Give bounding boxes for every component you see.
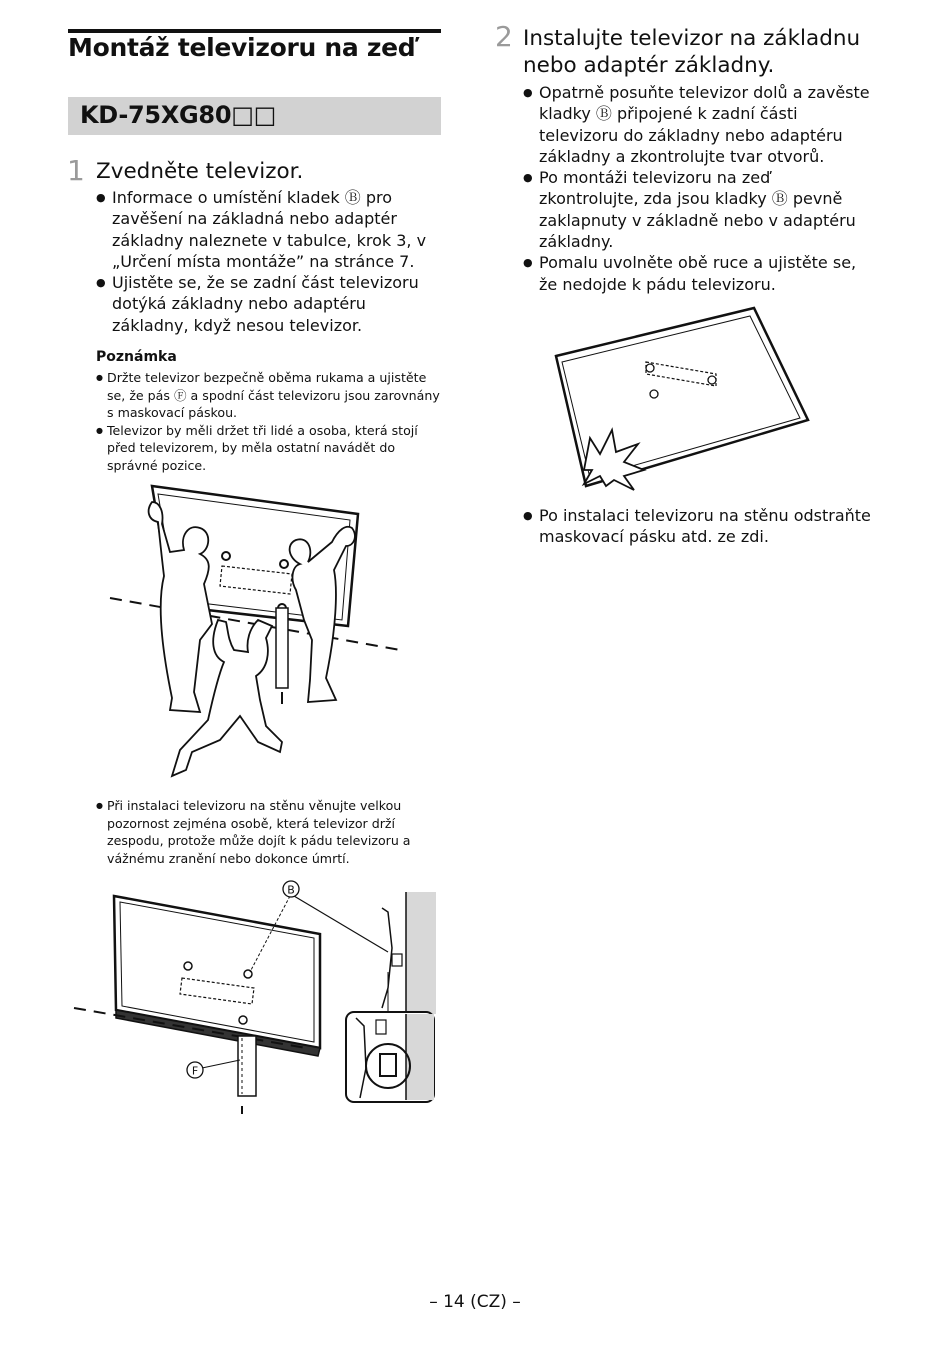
step-1-bullet: ● Informace o umístění kladek Ⓑ pro zavěšení na základná nebo adaptér základny naleznete v tabulce, krok 3, v „Určení místa montáže” na stránce 7. <box>96 187 436 272</box>
step-2-bullet: ● Po montáži televizoru na zeď zkontrolujte, zda jsou kladky Ⓑ pevně zaklapnuty v základně nebo v adaptéru základny. <box>523 167 873 252</box>
page-number: – 14 (CZ) – <box>429 1292 521 1312</box>
model-name: KD-75XG80□□ <box>80 101 276 129</box>
step-2-title: Instalujte televizor na základnu nebo adaptér základny. <box>523 26 861 78</box>
callout-f: F <box>191 1064 199 1078</box>
lifting-illustration <box>100 480 400 790</box>
after-install-item: ● Po instalaci televizoru na stěnu odstraňte maskovací pásku atd. ze zdi. <box>523 505 873 548</box>
step-2-number: 2 <box>495 20 513 53</box>
step-2-bullet: ● Opatrně posuňte televizor dolů a zavěste kladky Ⓑ připojené k zadní části televizoru do základny nebo adaptéru základny a zkontrolujte tvar otvorů. <box>523 82 873 167</box>
step-1-number: 1 <box>67 154 85 187</box>
note-item: ● Televizor by měli držet tři lidé a osoba, která stojí před televizorem, by měla ostatní navádět do správné pozice. <box>96 422 444 475</box>
step-1-bullet: ● Ujistěte se, že se zadní část televizoru dotýká základny nebo adaptéru základny, když nesou televizor. <box>96 272 436 336</box>
callout-b: B <box>287 883 295 897</box>
step-2-bullet: ● Pomalu uvolněte obě ruce a ujistěte se, že nedojde k pádu televizoru. <box>523 252 873 295</box>
note-list <box>96 369 444 474</box>
caution-item: ● Při instalaci televizoru na stěnu věnujte velkou pozornost zejména osobě, která televizor drží zespodu, protože může dojít k pádu televizoru a vážnému zranění nebo dokonce úmrtí. <box>96 797 426 867</box>
note-title: Poznámka <box>96 349 177 365</box>
step-2-bullets <box>523 82 873 295</box>
mounting-detail-illustration <box>70 878 440 1118</box>
note-item: ● Držte televizor bezpečně oběma rukama a ujistěte se, že pás Ⓕ a spodní část televizoru jsou zarovnány s maskovací páskou. <box>96 369 444 422</box>
step-1-bullets <box>96 187 436 336</box>
install-illustration <box>550 300 820 490</box>
after-install-list <box>523 505 873 548</box>
section-title: Montáž televizoru na zeď <box>68 33 416 62</box>
step-1-title: Zvedněte televizor. <box>96 159 304 184</box>
caution-list <box>96 797 426 867</box>
